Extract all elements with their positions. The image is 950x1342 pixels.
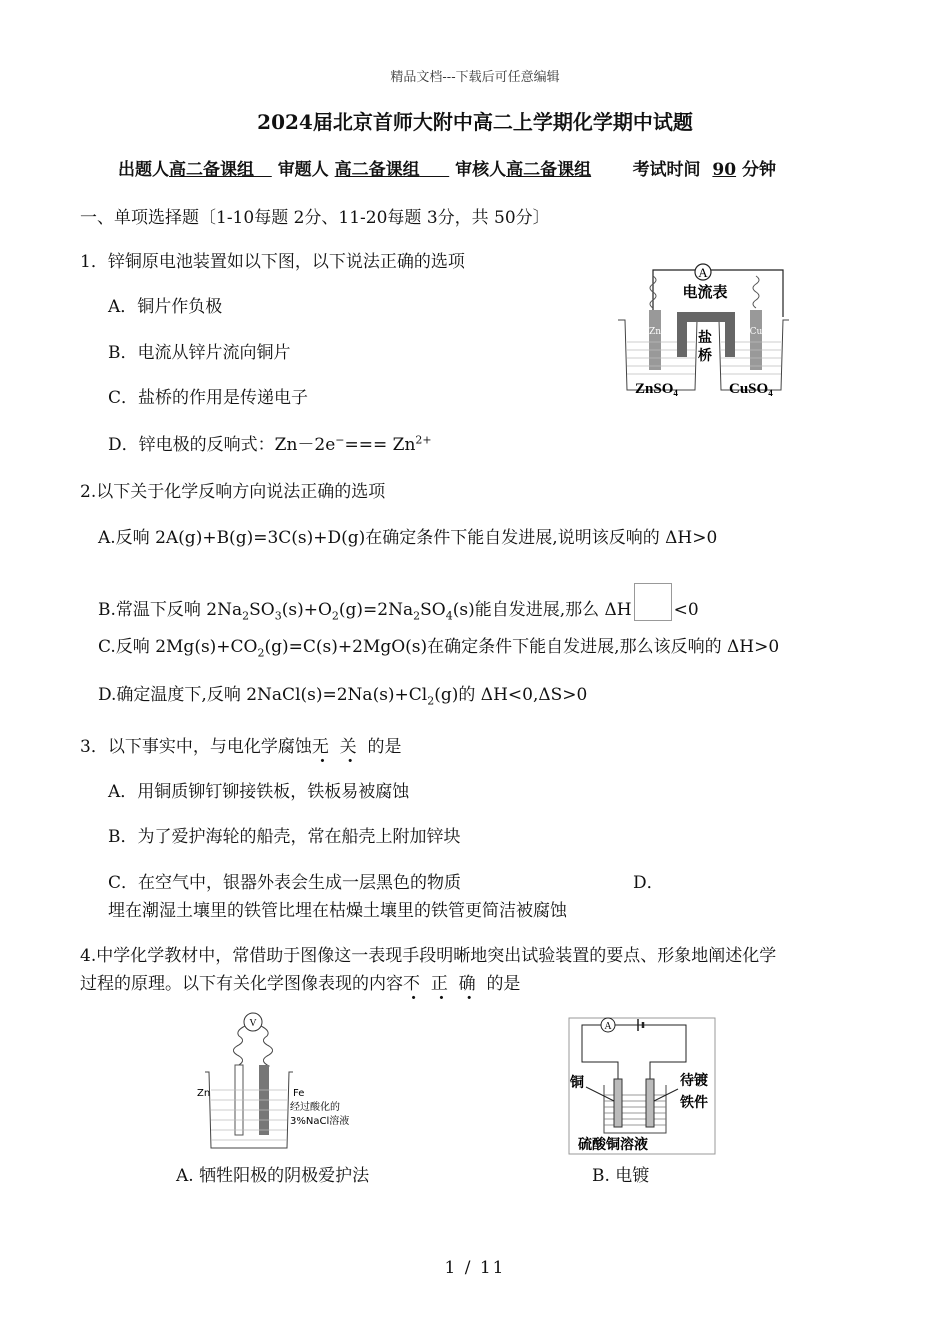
- q1-bridge-1: 盐: [698, 330, 712, 346]
- q1-option-d: [108, 430, 432, 455]
- q4b-cu-electrode: [614, 1079, 622, 1127]
- page-title: 2024届北京首师大附中高二上学期化学期中试题: [257, 110, 693, 134]
- setter-name: 高二备课组: [169, 160, 254, 180]
- q3-stem: 3．以下事实中，与电化学腐蚀无 关 的是: [80, 737, 402, 757]
- q2-stem: 2.以下关于化学反响方向说法正确的选项: [80, 482, 386, 502]
- q1-cu-label: Cu: [749, 327, 763, 337]
- staff-line: [118, 155, 776, 180]
- page-number: 1 / 11: [444, 1258, 506, 1278]
- q3-option-a: A．用铜质铆钉铆接铁板，铁板易被腐蚀: [108, 782, 410, 802]
- q4-emphasis-3: 确: [458, 974, 476, 994]
- q4-stem-line1: 4.中学化学教材中，常借助于图像这一表现手段明晰地突出试验装置的要点、形象地阐述化学: [80, 946, 777, 966]
- q4b-fe-electrode: [646, 1079, 654, 1127]
- q1-cu-electrode: [750, 310, 762, 370]
- q4a-left-coil: [233, 1026, 245, 1070]
- reviewer-pad: [420, 160, 450, 180]
- q2-option-a: A.反响 2A(g)+B(g)=3C(s)+D(g)在确定条件下能自发进展,说明该反响的 ΔH>0: [98, 528, 718, 548]
- setter-label: 出题人: [118, 160, 169, 180]
- q4-figure-b-caption: B. 电镀: [592, 1166, 650, 1186]
- q3-option-d-label: D．: [633, 873, 664, 893]
- section-heading: 一、单项选择题〔1-10每题 2分、11-20每题 3分，共 50分〕: [80, 208, 550, 228]
- setter-pad: [254, 160, 272, 180]
- q4b-solution-label: 硫酸铜溶液: [578, 1137, 648, 1153]
- q3-emphasis-1: 无: [311, 737, 329, 757]
- q2-option-b: B.常温下反响 $2Na_2SO_3(s)+O_2(g)=2Na_2SO_4(s)$能自发进展,那么 ΔH <0: [98, 583, 699, 622]
- q4a-zn-label: Zn: [197, 1088, 211, 1099]
- q4a-solution-1: 经过酸化的: [290, 1102, 340, 1113]
- q4a-solution-lines: [211, 1090, 287, 1140]
- reviewer-label: 审题人: [277, 160, 329, 180]
- q4b-cu-label: 铜: [570, 1075, 584, 1091]
- checker-name: 高二备课组: [506, 160, 592, 180]
- q1-left-solution: ZnSO$_4$: [635, 381, 678, 398]
- q4-emphasis-2: 正: [430, 974, 448, 994]
- q4a-right-coil: [261, 1026, 273, 1070]
- q4b-part-label-1: 待镀: [680, 1073, 708, 1089]
- q4a-solution-2: 3%NaCl溶液: [290, 1116, 350, 1127]
- q3-emphasis-2: 关: [339, 737, 357, 757]
- time-label: 考试时间: [632, 160, 701, 180]
- q1-d-sup: 2+: [415, 433, 432, 447]
- q1-option-c: C．盐桥的作用是传递电子: [108, 388, 309, 408]
- q1-stem: 1．锌铜原电池装置如以下图，以下说法正确的选项: [80, 252, 465, 272]
- q2-option-d: D.确定温度下,反响 $2NaCl(s)=2Na(s)+Cl_2(g)$的 ΔH<0,ΔS>0: [98, 685, 588, 708]
- q3-option-d: 埋在潮湿土壤里的铁管比埋在枯燥土壤里的铁管更简洁被腐蚀: [108, 901, 567, 921]
- q2-option-c: C.反响 $2Mg(s)+CO_2(g)=C(s)+2MgO(s)$在确定条件下能自发进展,那么该反响的 ΔH>0: [98, 637, 780, 660]
- q1-meter-label: 电流表: [682, 283, 728, 301]
- q4b-meter-letter: A: [604, 1021, 612, 1032]
- q4a-meter-letter: V: [249, 1018, 257, 1029]
- q1-d-minus: −: [335, 433, 345, 447]
- q4-figure-a-caption: A. 牺牲阳极的阴极爱护法: [176, 1166, 370, 1186]
- q1-option-b: B．电流从锌片流向铜片: [108, 343, 291, 363]
- q4-emphasis-1: 不: [403, 974, 420, 994]
- q1-d-mid: === Zn: [344, 435, 416, 455]
- q4b-part-label-2: 铁件: [680, 1095, 708, 1111]
- q1-right-solution: CuSO$_4$: [729, 381, 773, 398]
- sacrificial-anode-figure: [195, 1010, 355, 1152]
- q3-option-b: B．为了爱护海轮的船壳，常在船壳上附加锌块: [108, 827, 461, 847]
- time-unit: 分钟: [742, 160, 776, 180]
- header-note: 精品文档---下载后可任意编辑: [390, 70, 560, 85]
- q1-right-coil: [753, 276, 759, 308]
- q4a-fe-label: Fe: [293, 1088, 305, 1099]
- q1-option-a: A．铜片作负极: [108, 297, 223, 317]
- reviewer-name: 高二备课组: [334, 160, 420, 180]
- q1-d-prefix: D．锌电极的反响式：Zn－2e: [108, 435, 336, 455]
- q1-zn-electrode: [649, 310, 661, 370]
- electroplating-figure: [568, 1017, 716, 1155]
- time-value: 90: [712, 160, 737, 180]
- galvanic-cell-figure: [613, 262, 793, 402]
- q4-stem-line2: 过程的原理。以下有关化学图像表现的内容不 正 确 的是: [80, 974, 521, 994]
- q1-bridge-2: 桥: [698, 348, 712, 364]
- q2-image-placeholder: [634, 583, 672, 621]
- q1-meter-letter: A: [698, 265, 708, 280]
- q1-zn-label: Zn: [648, 327, 662, 337]
- q3-option-c: C．在空气中，银器外表会生成一层黑色的物质: [108, 873, 462, 893]
- checker-label: 审核人: [455, 160, 507, 180]
